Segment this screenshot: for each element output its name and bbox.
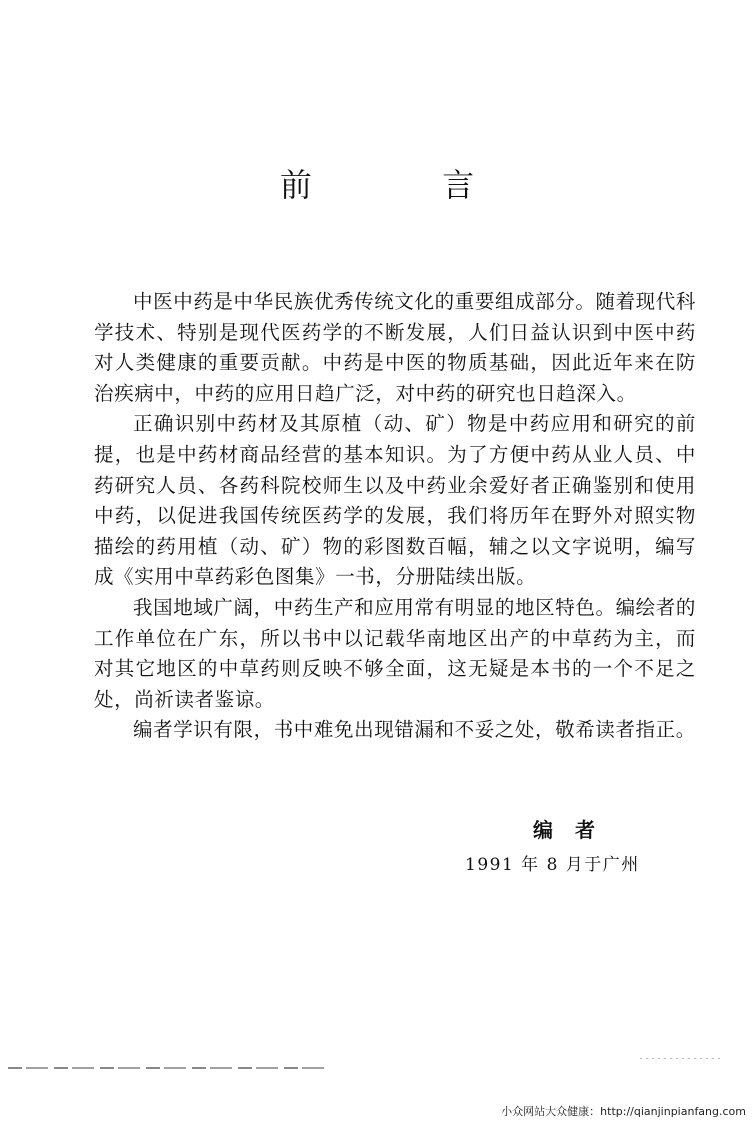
page-title: 前 言	[279, 166, 535, 204]
date-place: 1991 年 8 月于广州	[465, 855, 640, 875]
paragraph-1: 中医中药是中华民族优秀传统文化的重要组成部分。随着现代科学技术、特别是现代医药学的不断发展，人们日益认识到中医中药对人类健康的重要贡献。中药是中医的物质基础，因此近年来在防治疾病中，中药的应用日趋广泛，对中药的研究也日趋深入。	[94, 290, 696, 405]
scan-artifact-line	[8, 1067, 328, 1069]
scan-artifact-dots	[640, 1058, 720, 1059]
paragraph-2: 正确识别中药材及其原植（动、矿）物是中药应用和研究的前提，也是中药材商品经营的基本知识。为了方便中药从业人员、中药研究人员、各药科院校师生以及中药业余爱好者正确鉴别和使用中药，以促进我国传统医药学的发展，我们将历年在野外对照实物描绘的药用植（动、矿）物的彩图数百幅，辅之以文字说明，编写成《实用中草药彩色图集》一书，分册陆续出版。	[94, 412, 696, 589]
paragraph-3: 我国地域广阔，中药生产和应用常有明显的地区特色。编绘者的工作单位在广东，所以书中以记载华南地区出产的中草药为主，而对其它地区的中草药则反映不够全面，这无疑是本书的一个不足之处，尚祈读者鉴谅。	[94, 595, 696, 711]
author-signature: 编者	[533, 818, 617, 842]
watermark-text: 小众网站大众健康：http://qianjinpianfang.com	[499, 1102, 748, 1120]
preface-body	[94, 287, 696, 746]
paragraph-4: 编者学识有限，书中难免出现错漏和不妥之处，敬希读者指正。	[133, 718, 696, 742]
